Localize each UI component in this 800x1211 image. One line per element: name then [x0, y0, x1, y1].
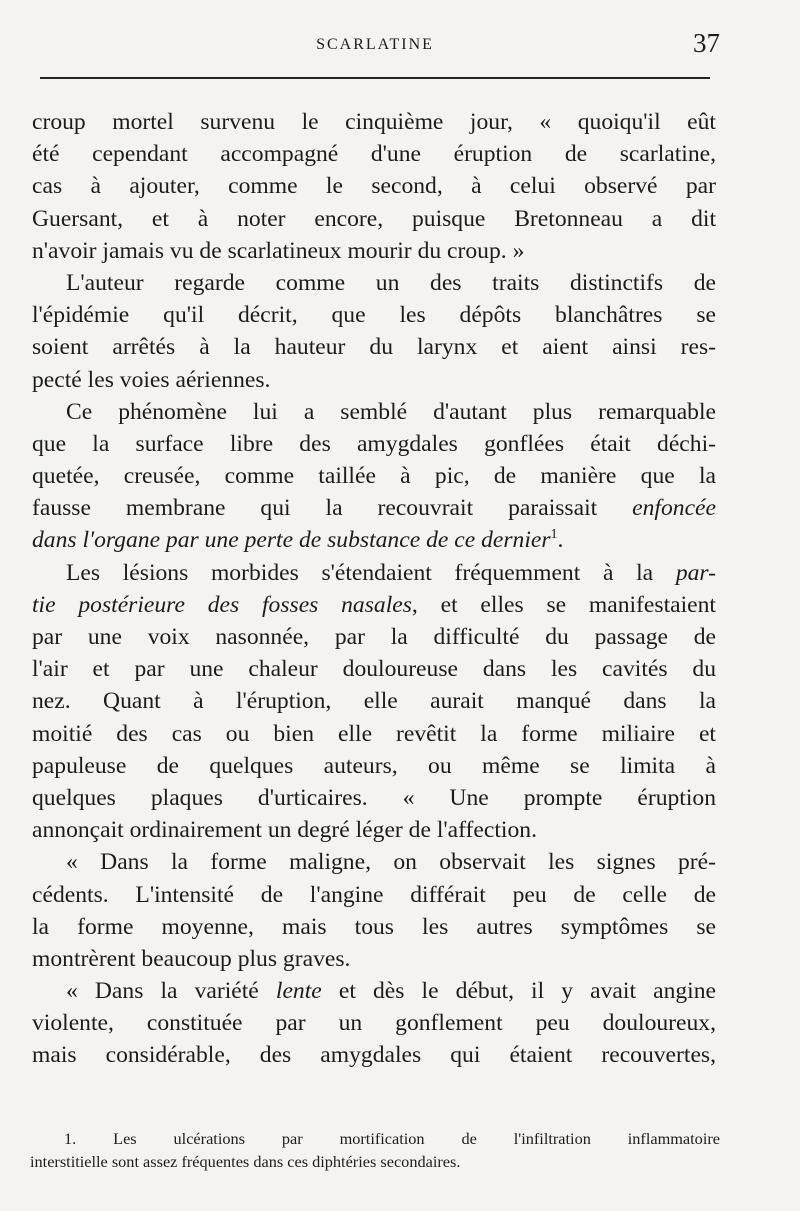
text-line: la forme moyenne, mais tous les autres symptômes se	[32, 913, 716, 940]
text-line: « Dans la forme maligne, on observait les signes pré-	[66, 849, 716, 876]
text-line	[32, 975, 716, 1007]
footnote-reference[interactable]: 1	[550, 527, 558, 543]
text-run: Les lésions morbides s'étendaient fréquemment à la	[66, 559, 654, 586]
text-line	[32, 524, 716, 556]
page-number: 37	[693, 28, 720, 58]
header-rule	[40, 77, 710, 79]
text-line	[32, 557, 716, 589]
text-line	[32, 589, 716, 621]
text-line: mais considérable, des amygdales qui étaient recouvertes,	[32, 1042, 716, 1069]
page-header	[30, 28, 720, 62]
text-line: pecté les voies aériennes.	[32, 366, 271, 393]
body-text	[32, 106, 716, 1072]
footnote	[30, 1127, 720, 1173]
text-run: , et elles se manifestaient	[411, 591, 716, 618]
text-line: Ce phénomène lui a semblé d'autant plus remarquable	[66, 398, 716, 425]
text-line: été cependant accompagné d'une éruption de scarlatine,	[32, 141, 716, 168]
text-line: annonçait ordinairement un degré léger de l'affection.	[32, 817, 537, 844]
italic-run: par-	[675, 559, 716, 586]
text-line: Guersant, et à noter encore, puisque Bretonneau a dit	[32, 205, 716, 232]
text-line: l'épidémie qu'il décrit, que les dépôts blanchâtres se	[32, 302, 716, 329]
text-line: papuleuse de quelques auteurs, ou même se limita à	[32, 752, 716, 779]
text-run: fausse membrane qui la recouvrait paraissait	[32, 495, 598, 522]
text-line: L'auteur regarde comme un des traits distinctifs de	[66, 269, 716, 296]
italic-run: lente	[275, 978, 322, 1005]
text-line: par une voix nasonnée, par la difficulté du passage de	[32, 624, 716, 650]
italic-run: dans l'organe par une perte de substance de ce dernier	[32, 527, 551, 554]
text-run: « Dans la variété	[66, 978, 259, 1005]
text-line: n'avoir jamais vu de scarlatineux mourir du croup. »	[32, 237, 525, 264]
text-line: l'air et par une chaleur douloureuse dans les cavités du	[32, 656, 716, 683]
text-run: .	[557, 527, 564, 554]
text-line	[32, 492, 716, 524]
text-line: montrèrent beaucoup plus graves.	[32, 945, 351, 972]
text-line: que la surface libre des amygdales gonflées était déchi-	[32, 430, 716, 457]
text-line: cas à ajouter, comme le second, à celui observé par	[32, 173, 716, 200]
text-line: violente, constituée par un gonflement peu douloureux,	[32, 1010, 716, 1037]
text-line: quetée, creusée, comme taillée à pic, de manière que la	[32, 463, 716, 490]
text-run: et dès le début, il y avait angine	[338, 978, 716, 1005]
text-line: croup mortel survenu le cinquième jour, « quoiqu'il eût	[32, 109, 716, 135]
footnote-line: interstitielle sont assez fréquentes dans ces diphtéries secondaires.	[30, 1152, 461, 1171]
italic-run: tie postérieure des fosses nasales	[32, 591, 412, 618]
footnote-line: 1. Les ulcérations par mortification de l'infiltration inflammatoire	[64, 1129, 720, 1148]
text-line: cédents. L'intensité de l'angine différait peu de celle de	[32, 881, 716, 908]
text-line: moitié des cas ou bien elle revêtit la forme miliaire et	[32, 720, 716, 747]
italic-run: enfoncée	[632, 495, 716, 522]
text-line: quelques plaques d'urticaires. « Une prompte éruption	[32, 784, 716, 811]
running-title: SCARLATINE	[316, 36, 434, 53]
text-line: nez. Quant à l'éruption, elle aurait manqué dans la	[32, 688, 716, 715]
text-line: soient arrêtés à la hauteur du larynx et aient ainsi res-	[32, 334, 716, 361]
